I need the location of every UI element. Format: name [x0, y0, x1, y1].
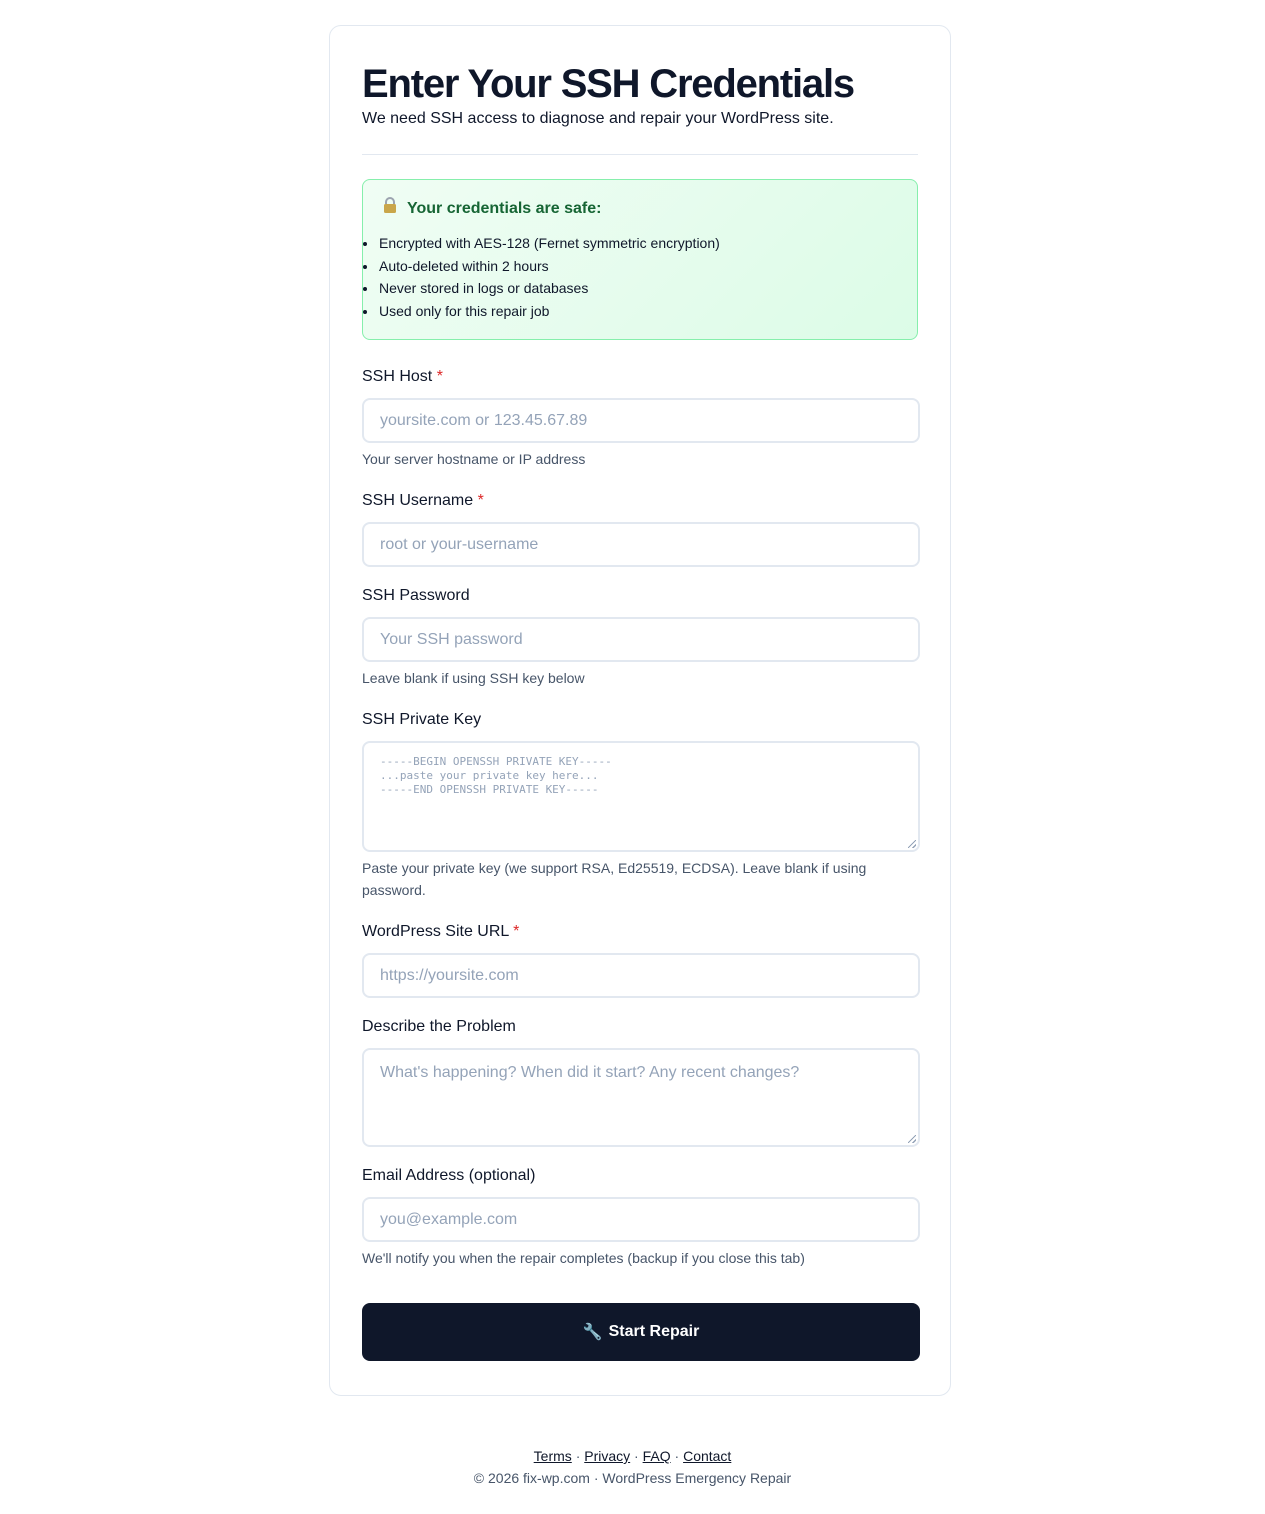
resize-handle[interactable] [908, 1135, 916, 1143]
separator: · [674, 1448, 680, 1464]
email-input[interactable]: you@example.com [362, 1197, 920, 1242]
email-label: Email Address (optional) [362, 1167, 536, 1184]
terms-link[interactable]: Terms [533, 1448, 572, 1464]
separator: · [575, 1448, 581, 1464]
ssh-password-group [362, 585, 918, 689]
ssh-password-input[interactable]: Your SSH password [362, 617, 920, 662]
page-subtitle: We need SSH access to diagnose and repair your WordPress site. [362, 110, 834, 127]
required-marker: * [477, 492, 484, 509]
ssh-password-help: Leave blank if using SSH key below [362, 670, 585, 686]
credentials-card [329, 25, 951, 1396]
separator: · [634, 1448, 639, 1464]
resize-handle[interactable] [908, 840, 916, 848]
ssh-host-input[interactable]: yoursite.com or 123.45.67.89 [362, 398, 920, 443]
divider [362, 154, 918, 155]
footer [0, 1445, 1265, 1489]
footer-links [0, 1445, 1265, 1467]
copyright: © 2026 fix-wp.com · WordPress Emergency Repair [473, 1470, 792, 1486]
faq-link[interactable]: FAQ [642, 1448, 671, 1464]
ssh-username-label: SSH Username * [362, 492, 484, 509]
ssh-key-label: SSH Private Key [362, 711, 482, 728]
page-title: Enter Your SSH Credentials [362, 62, 854, 106]
site-url-input[interactable]: https://yoursite.com [362, 953, 920, 998]
safety-item: Used only for this repair job [379, 300, 901, 323]
start-repair-button[interactable] [362, 1303, 920, 1361]
ssh-key-textarea[interactable]: -----BEGIN OPENSSH PRIVATE KEY----- ...paste your private key here... -----END OPENSSH PRIVATE KEY----- [362, 741, 920, 852]
ssh-username-input[interactable]: root or your-username [362, 522, 920, 567]
contact-link[interactable]: Contact [683, 1448, 732, 1464]
safety-item: Encrypted with AES-128 (Fernet symmetric encryption) [379, 232, 901, 255]
ssh-key-group [362, 709, 918, 901]
site-url-label: WordPress Site URL * [362, 923, 520, 940]
email-help: We'll notify you when the repair completes (backup if you close this tab) [362, 1250, 805, 1266]
ssh-host-help: Your server hostname or IP address [362, 451, 586, 467]
ssh-host-group [362, 366, 918, 470]
required-marker: * [513, 923, 520, 940]
wrench-icon: 🔧 [582, 1324, 603, 1341]
site-url-group [362, 921, 918, 998]
safety-title: Your credentials are safe: [407, 200, 602, 217]
safety-notice [362, 179, 918, 340]
required-marker: * [436, 368, 443, 385]
problem-textarea[interactable]: What's happening? When did it start? Any recent changes? [362, 1048, 920, 1147]
problem-label: Describe the Problem [362, 1018, 516, 1035]
lock-icon [381, 196, 399, 222]
start-repair-label: Start Repair [608, 1323, 700, 1340]
ssh-host-label: SSH Host * [362, 368, 443, 385]
privacy-link[interactable]: Privacy [584, 1448, 631, 1464]
email-group [362, 1165, 918, 1269]
problem-group [362, 1016, 918, 1147]
ssh-key-help: Paste your private key (we support RSA, Ed25519, ECDSA). Leave blank if using password. [362, 860, 867, 898]
safety-item: Auto-deleted within 2 hours [379, 255, 901, 278]
ssh-username-group [362, 490, 918, 567]
ssh-password-label: SSH Password [362, 587, 470, 604]
safety-item: Never stored in logs or databases [379, 277, 901, 300]
